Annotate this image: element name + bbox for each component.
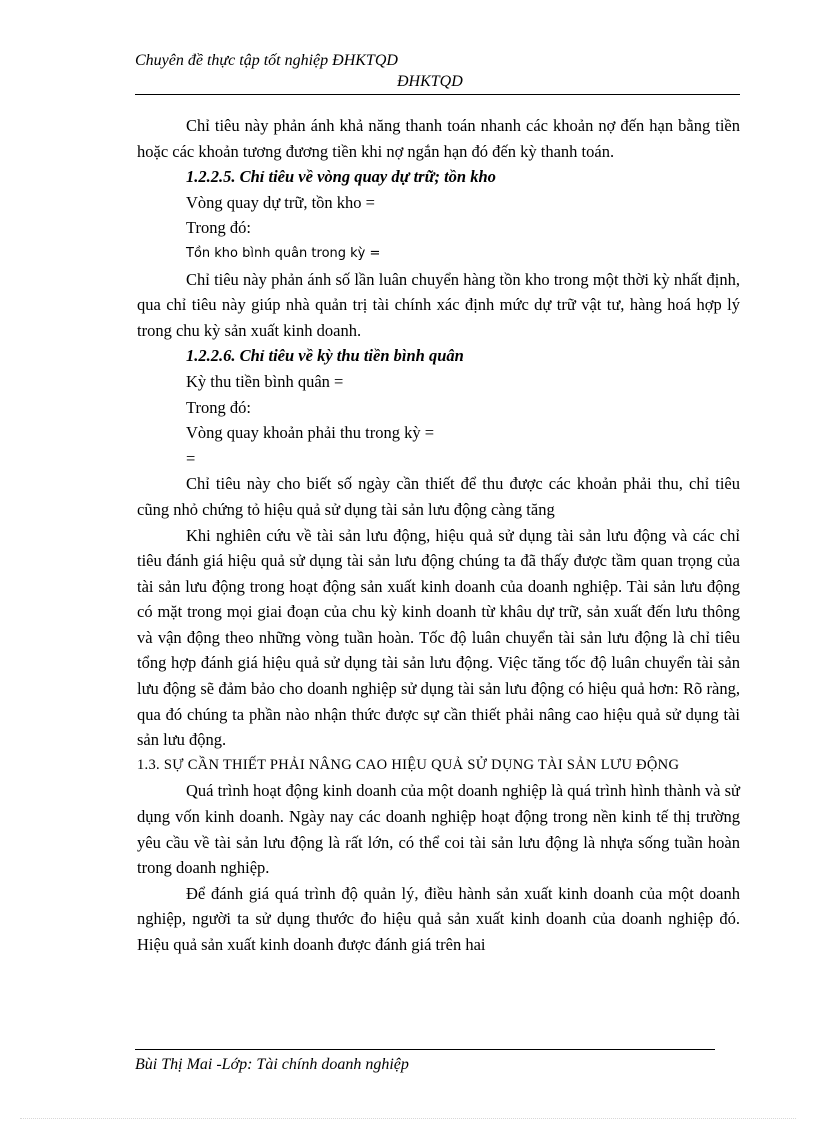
section-heading-1-3: 1.3. SỰ CẦN THIẾT PHẢI NÂNG CAO HIỆU QUẢ SỬ DỤNG TÀI SẢN LƯU ĐỘNG: [137, 756, 680, 773]
page-footer: Bùi Thị Mai -Lớp: Tài chính doanh nghiệp: [135, 1049, 715, 1074]
header-subtitle: ĐHKTQD: [397, 73, 463, 90]
header-title: Chuyên đề thực tập tốt nghiệp ĐHKTQD: [135, 52, 398, 69]
formula-average-inventory: Tồn kho bình quân trong kỳ =: [186, 245, 381, 261]
formula-receivable-turnover: Vòng quay khoản phải thu trong kỳ =: [186, 423, 435, 443]
heading-1-2-2-6: 1.2.2.6. Chỉ tiêu về kỳ thu tiền bình quân: [186, 346, 464, 366]
paragraph-3: Chỉ tiêu này cho biết số ngày cần thiết để thu được các khoản phải thu, chỉ tiêu cũng nhỏ chứng tỏ hiệu quả sử dụng tài sản lưu động càng tăng: [137, 474, 740, 519]
formula-collection-period: Kỳ thu tiền bình quân =: [186, 371, 344, 391]
formula-where-2: Trong đó:: [186, 397, 251, 417]
document-body: [137, 113, 740, 958]
paragraph-1: Chỉ tiêu này phản ánh khả năng thanh toán nhanh các khoản nợ đến hạn bằng tiền hoặc các khoản tương đương tiền khi nợ ngắn hạn đó đến kỳ thanh toán.: [137, 116, 740, 161]
page-header: [135, 50, 740, 95]
heading-1-2-2-5: 1.2.2.5. Chỉ tiêu về vòng quay dự trữ; tồn kho: [186, 167, 496, 187]
paragraph-2: Chỉ tiêu này phản ánh số lần luân chuyển hàng tồn kho trong một thời kỳ nhất định, qua chỉ tiêu này giúp nhà quản trị tài chính xác định mức dự trữ vật tư, hàng hoá hợp lý trong chu kỳ sản xuất kinh doanh.: [137, 269, 740, 340]
paragraph-4: Khi nghiên cứu về tài sản lưu động, hiệu quả sử dụng tài sản lưu động và các chỉ tiêu đánh giá hiệu quả sử dụng tài sản lưu động chúng ta đã thấy được tầm quan trọng của tài sản lưu động trong hoạt động sản xuất kinh doanh của doanh nghiệp. Tài sản lưu động có mặt trong mọi giai đoạn của chu kỳ kinh doanh từ khâu dự trữ, sản xuất đến lưu thông và vận động theo những vòng tuần hoàn. Tốc độ luân chuyển tài sản lưu động là chỉ tiêu tổng hợp đánh giá hiệu quả sử dụng tài sản lưu động. Việc tăng tốc độ luân chuyển tài sản lưu động sẽ đảm bảo cho doanh nghiệp sử dụng tài sản lưu động có hiệu quả hơn: Rõ ràng, qua đó chúng ta phần nào nhận thức được sự cần thiết phải nâng cao hiệu quả sử dụng tài sản lưu động.: [137, 525, 740, 750]
formula-where-1: Trong đó:: [186, 218, 251, 238]
formula-equals: =: [186, 448, 196, 468]
paragraph-6: Để đánh giá quá trình độ quản lý, điều hành sản xuất kinh doanh của một doanh nghiệp, người ta sử dụng thước đo hiệu quả sản xuất kinh doanh của doanh nghiệp đó. Hiệu quả sản xuất kinh doanh được đánh giá trên hai: [137, 883, 740, 954]
paragraph-5: Quá trình hoạt động kinh doanh của một doanh nghiệp là quá trình hình thành và sử dụng vốn kinh doanh. Ngày nay các doanh nghiệp hoạt động trong nền kinh tế thị trường yêu cầu về tài sản lưu động là rất lớn, có thể coi tài sản lưu động là nhựa sống tuần hoàn trong doanh nghiệp.: [137, 781, 740, 878]
formula-inventory-turnover: Vòng quay dự trữ, tồn kho =: [186, 192, 375, 212]
page-bottom-border: [20, 1118, 796, 1119]
